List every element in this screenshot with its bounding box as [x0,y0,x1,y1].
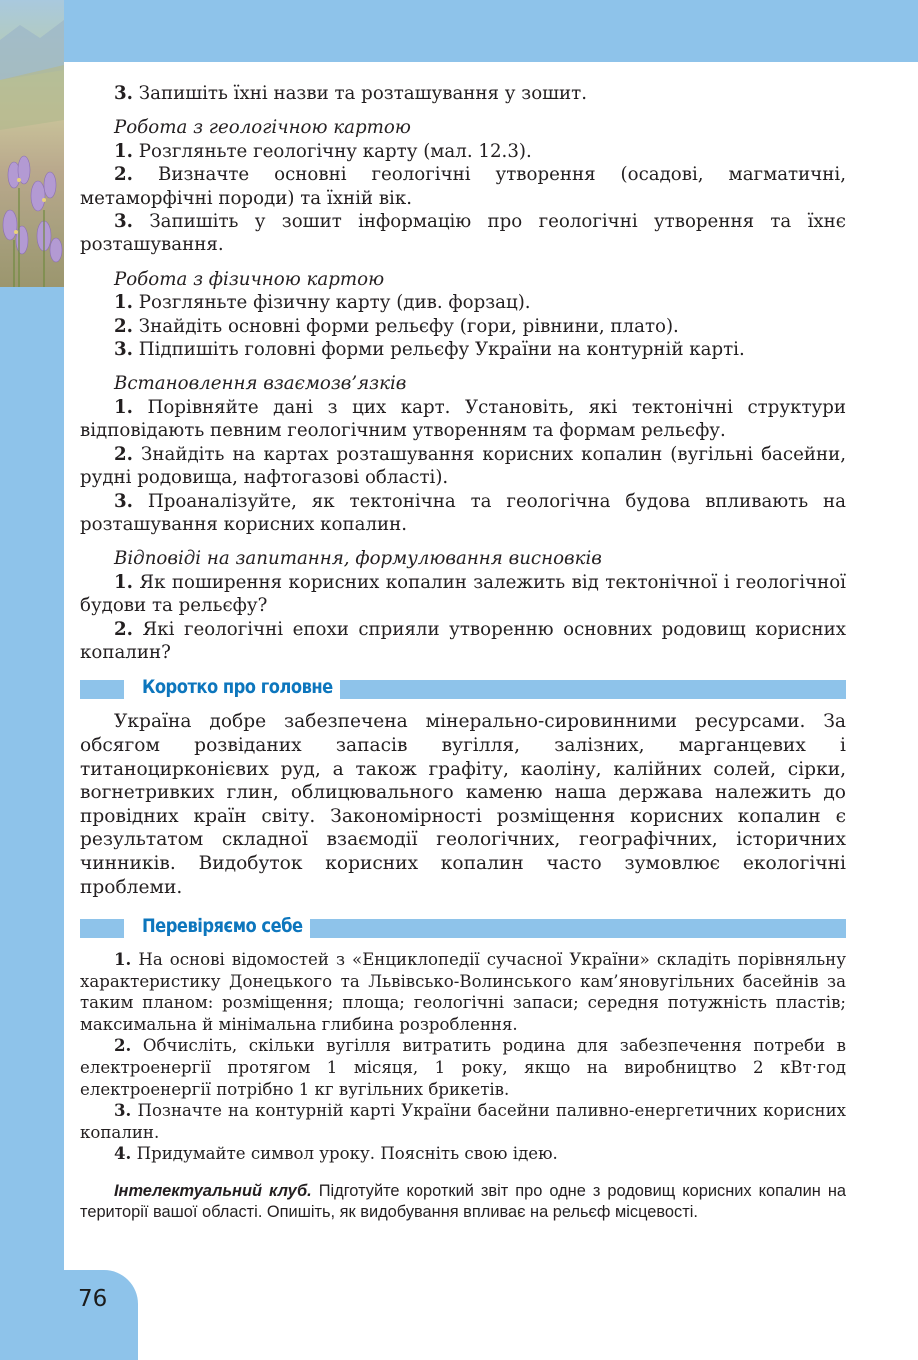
item-text: Знайдіть основні форми рельєфу (гори, рівнини, плато). [133,315,679,337]
answers-heading: Відповіді на запитання, формулювання висновків [114,548,602,570]
item-number: 1. [114,140,133,162]
item-text: Які геологічні епохи сприяли утворенню основних родовищ корисних копалин? [80,618,846,663]
item-text: Розгляньте геологічну карту (мал. 12.3). [133,140,532,162]
item-number: 3. [114,1100,132,1121]
item-text: Розгляньте фізичну карту (див. форзац). [133,292,531,314]
top-decor-band [0,0,918,62]
item-number: 1. [114,949,132,970]
page-number: 76 [78,1286,108,1312]
physical-map-item-3 [80,338,846,361]
page-number-tab [0,1270,138,1360]
self-check-section-header [80,915,846,941]
item-number: 1. [114,571,133,593]
item-number: 3. [114,490,133,512]
geology-map-item-1 [80,140,846,163]
geology-map-item-3 [80,210,846,257]
geology-map-heading: Робота з геологічною картою [114,117,411,139]
item-number: 2. [114,164,133,186]
item-number: 4. [114,1143,132,1164]
physical-map-heading: Робота з фізичною картою [114,268,385,290]
item-text: Проаналізуйте, як тектонічна та геологічна будова впливають на розташування корисних копалин. [80,490,846,535]
header-bar-left [80,680,124,699]
intellectual-club [80,1181,846,1223]
self-check-item-3 [80,1100,846,1143]
physical-map-item-1 [80,291,846,314]
item-number: 1. [114,292,133,314]
item-number: 1. [114,396,133,418]
item-number: 2. [114,1035,132,1056]
crocus-photo [0,0,64,287]
page-content [80,82,846,1223]
item-number: 3. [114,339,133,361]
relations-item-3 [80,490,846,537]
item-text: Порівняйте дані з цих карт. Установіть, які тектонічні структури відповідають певним геологічним утворенням та формам рельєфу. [80,396,846,442]
answers-item-2 [80,618,846,665]
relations-item-1 [80,396,846,443]
self-check-title: Перевіряємо себе [142,915,303,938]
header-bar-right [340,680,846,699]
summary-text: Україна добре забезпечена мінерально-сировинними ресурсами. За обсягом розвіданих запасів вугілля, залізних, марганцевих і титаноцирконієвих руд, а також графіту, каоліну, калійних солей, сірки, вогнетривких глин, облицювального каменю наша держава належить до провідних країн світу. Закономірності розміщення корисних копалин є результатом складної взаємодії геологічних, географічних, історичних чинників. Видобуток корисних копалин часто зумовлює екологічні проблеми. [80,711,846,898]
summary-section [80,710,846,899]
header-bar-left [80,919,124,938]
self-check-item-2 [80,1035,846,1100]
club-text: Підготуйте короткий звіт про одне з родовищ корисних копалин на території вашої області. Опишіть, як видобування впливає на рельєф місцевості. [80,1182,846,1222]
crocus-illustration [0,0,64,287]
item-text: Визначте основні геологічні утворення (осадові, магматичні, метаморфічні породи) та їхній вік. [80,164,846,209]
club-label: Інтелектуальний клуб. [114,1182,312,1201]
item-text: Як поширення корисних копалин залежить від тектонічної і геологічної будови та рельєфу? [80,571,846,617]
summary-title: Коротко про головне [142,676,333,699]
intro-step-3 [80,82,846,105]
item-number: 2. [114,443,133,465]
header-bar-right [310,919,846,938]
item-text: Запишіть у зошит інформацію про геологічні утворення та їхнє розташування. [80,211,846,256]
item-text: Знайдіть на картах розташування корисних копалин (вугільні басейни, рудні родовища, нафтогазові області). [80,443,846,489]
item-text: Запишіть їхні назви та розташування у зошит. [133,83,588,104]
item-number: 2. [114,315,133,337]
item-text: Придумайте символ уроку. Поясніть свою ідею. [131,1144,558,1164]
item-number: 3. [114,211,133,233]
relations-item-2 [80,443,846,490]
self-check-section [80,949,846,1165]
item-text: Обчисліть, скільки вугілля витратить родина для забезпечення потреби в електроенергії протягом 1 місяця, 1 року, якщо на виробництво 2 кВт·год електроенергії потрібно 1 кг вугільних брикетів. [80,1036,846,1099]
relations-heading: Встановлення взаємозв’язків [114,373,407,395]
answers-item-1 [80,571,846,618]
geology-map-item-2 [80,163,846,210]
physical-map-item-2 [80,315,846,338]
item-text: На основі відомостей з «Енциклопедії сучасної України» складіть порівняльну характеристику Донецького та Львівсько-Волинського кам’яновугільних басейнів за таким планом: розміщення; площа; геологічні запаси; середня потужність пластів; максимальна й мінімальна глибина розроблення. [80,950,846,1034]
item-text: Позначте на контурній карті України басейни паливно-енергетичних корисних копалин. [80,1101,846,1142]
self-check-item-1 [80,949,846,1035]
self-check-item-4 [80,1143,846,1165]
summary-section-header [80,676,846,702]
item-number: 3. [114,83,133,104]
item-number: 2. [114,618,133,640]
item-text: Підпишіть головні форми рельєфу України на контурній карті. [133,339,745,361]
